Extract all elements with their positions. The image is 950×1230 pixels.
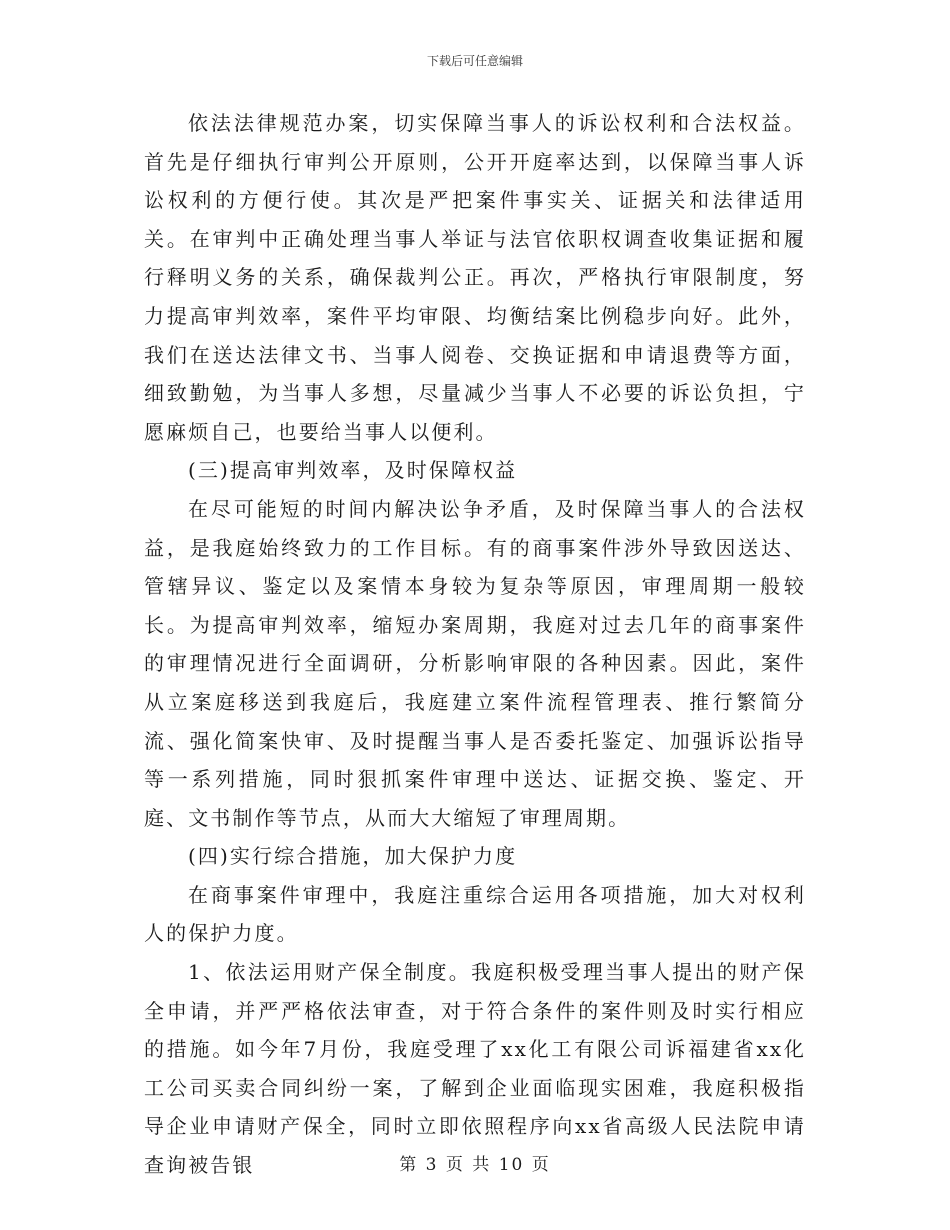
body-paragraph: 1、依法运用财产保全制度。我庭积极受理当事人提出的财产保全申请，并严严格依法审查，对于符合条件的案件则及时实行相应的措施。如今年7月份，我庭受理了xx化工有限公司诉福建省xx化工公司买卖合同纠纷一案，了解到企业面临现实困难，我庭积极指导企业申请财产保全，同时立即依照程序向xx省高级人民法院申请查询被告银: [144, 960, 806, 1178]
section-heading: (三)提高审判效率，及时保障权益: [188, 458, 518, 483]
body-paragraph: 依法法律规范办案，切实保障当事人的诉讼权利和合法权益。首先是仔细执行审判公开原则，公开开庭率达到，以保障当事人诉讼权利的方便行使。其次是严把案件事实关、证据关和法律适用关。在审判中正确处理当事人举证与法官依职权调查收集证据和履行释明义务的关系，确保裁判公正。再次，严格执行审限制度，努力提高审判效率，案件平均审限、均衡结案比例稳步向好。此外，我们在送达法律文书、当事人阅卷、交换证据和申请退费等方面，细致勤勉，为当事人多想，尽量减少当事人不必要的诉讼负担，宁愿麻烦自己，也要给当事人以便利。: [144, 111, 806, 444]
body-paragraph: 在商事案件审理中，我庭注重综合运用各项措施，加大对权利人的保护力度。: [144, 882, 806, 946]
body-paragraph: 在尽可能短的时间内解决讼争矛盾，及时保障当事人的合法权益，是我庭始终致力的工作目标。有的商事案件涉外导致因送达、管辖异议、鉴定以及案情本身较为复杂等原因，审理周期一般较长。为提高审判效率，缩短办案周期，我庭对过去几年的商事案件的审理情况进行全面调研，分析影响审限的各种因素。因此，案件从立案庭移送到我庭后，我庭建立案件流程管理表、推行繁简分流、强化简案快审、及时提醒当事人是否委托鉴定、加强诉讼指导等一系列措施，同时狠抓案件审理中送达、证据交换、鉴定、开庭、文书制作等节点，从而大大缩短了审理周期。: [144, 496, 806, 830]
page-number-footer: 第 3 页 共 10 页: [399, 1155, 551, 1175]
section-heading: (四)实行综合措施，加大保护力度: [188, 844, 518, 869]
document-body: [144, 104, 806, 1185]
page-header: 下载后可任意编辑: [426, 54, 523, 68]
